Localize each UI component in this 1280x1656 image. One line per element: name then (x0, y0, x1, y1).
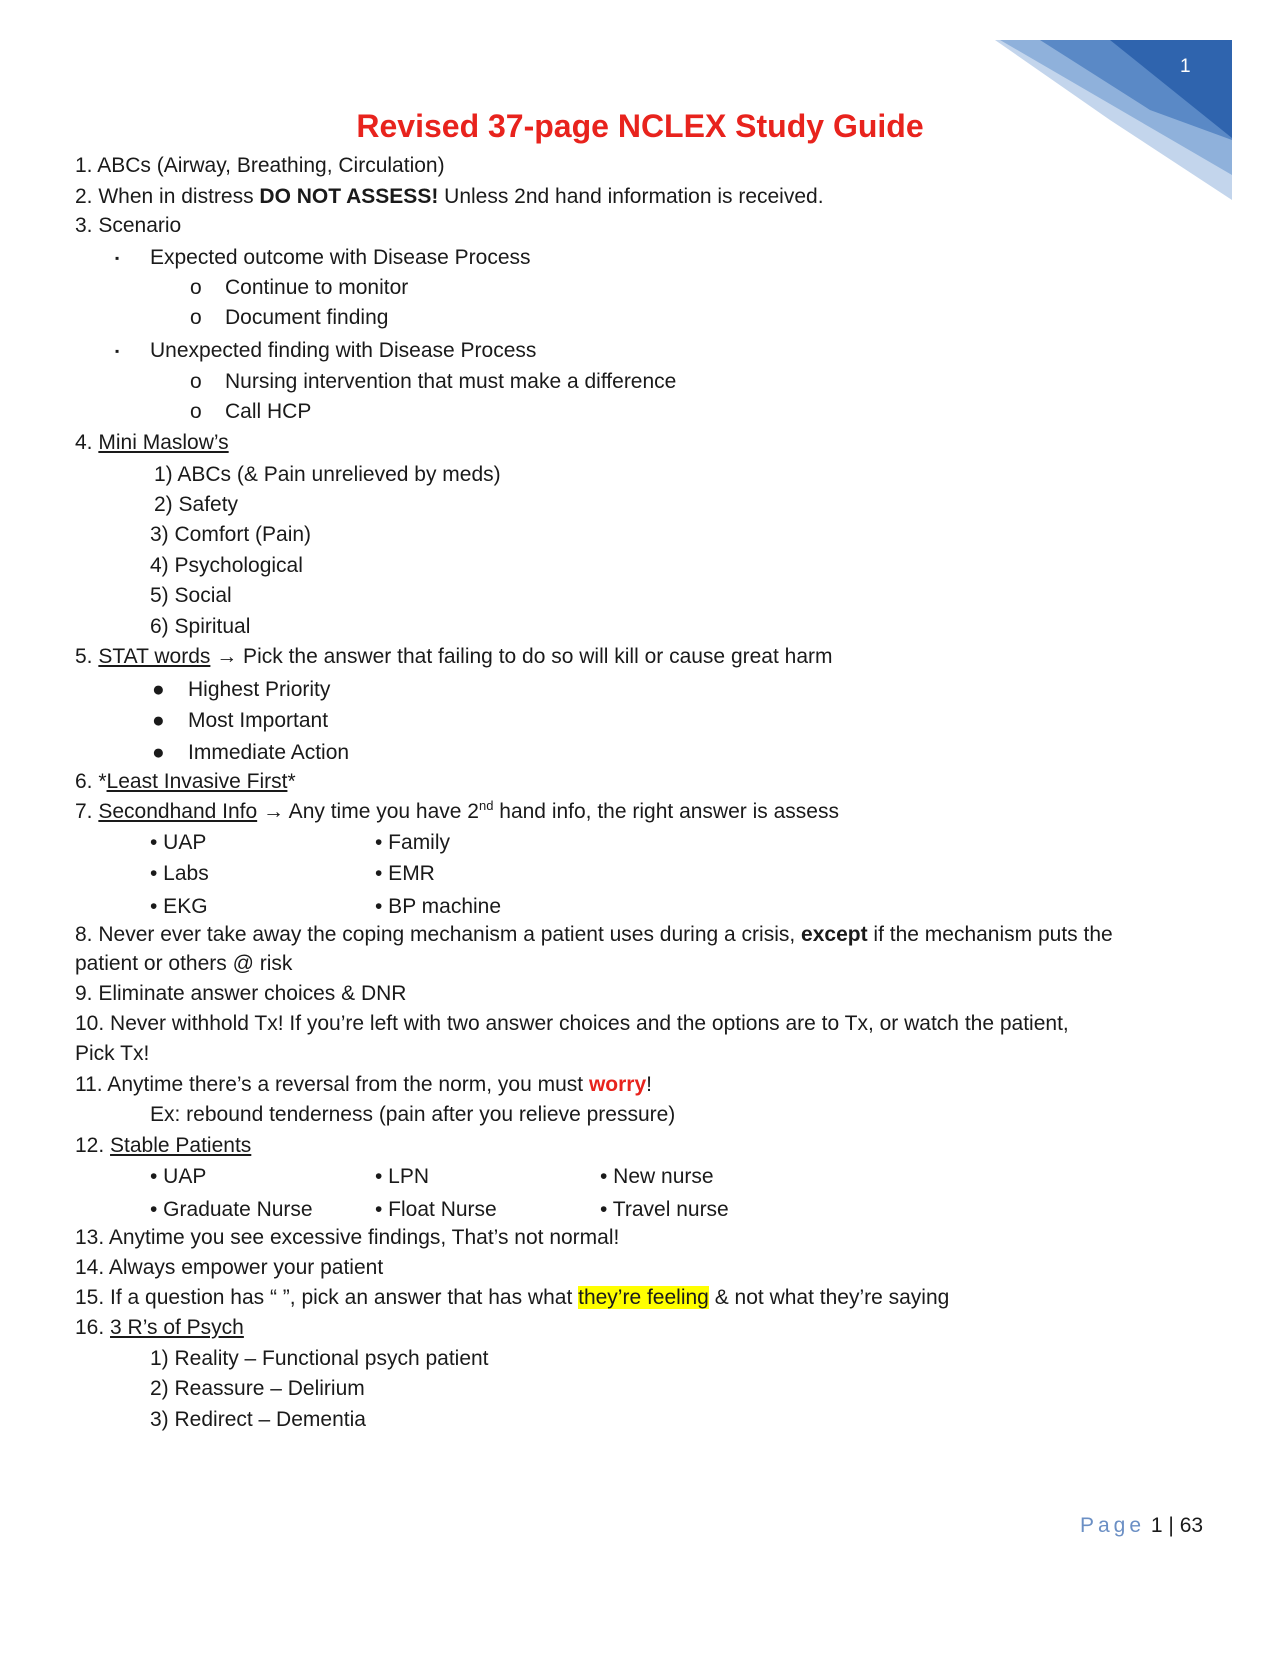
maslow-3: 3) Comfort (Pain) (150, 523, 312, 546)
secondhand-source: • Family (375, 831, 451, 854)
item-3-bullet-2: Unexpected finding with Disease Process (150, 339, 537, 362)
item-3-bullet-1: Expected outcome with Disease Process (150, 246, 531, 269)
square-bullet-icon: ▪ (115, 344, 120, 358)
secondhand-source: • UAP (150, 831, 207, 854)
item-16: 16. 3 R’s of Psych (75, 1316, 244, 1339)
maslow-5: 5) Social (150, 584, 232, 607)
maslow-6: 6) Spiritual (150, 615, 251, 638)
footer-total-pages: 63 (1179, 1514, 1204, 1537)
stable-patient: • Float Nurse (375, 1198, 497, 1221)
stable-patient: • LPN (375, 1165, 430, 1188)
square-bullet-icon: ▪ (115, 251, 120, 265)
item-12: 12. Stable Patients (75, 1134, 252, 1157)
psych-r-3: 3) Redirect – Dementia (150, 1408, 366, 1431)
item-3-sub-4: Call HCP (225, 400, 312, 423)
stable-patient: • UAP (150, 1165, 207, 1188)
item-10: 10. Never withhold Tx! If you’re left with two answer choices and the options are to Tx, or watch the patient, (75, 1012, 1069, 1035)
circle-bullet-icon: o (190, 276, 202, 299)
secondhand-source: • EKG (150, 895, 208, 918)
secondhand-source: • EMR (375, 862, 435, 885)
footer-page-word: Page (1080, 1514, 1146, 1537)
stat-word-3: Immediate Action (188, 741, 350, 764)
stable-patient: • Travel nurse (600, 1198, 729, 1221)
item-11-example: Ex: rebound tenderness (pain after you relieve pressure) (150, 1103, 676, 1126)
dot-bullet-icon: ● (152, 709, 165, 732)
corner-page-number: 1 (1180, 56, 1191, 77)
page-footer (1080, 1514, 1203, 1538)
secondhand-source: • Labs (150, 862, 209, 885)
item-8: 8. Never ever take away the coping mechanism a patient uses during a crisis, except if the mechanism puts the (75, 923, 1113, 946)
item-1: 1. ABCs (Airway, Breathing, Circulation) (75, 154, 445, 177)
stat-word-1: Highest Priority (188, 678, 331, 701)
dot-bullet-icon: ● (152, 741, 165, 764)
item-13: 13. Anytime you see excessive findings, That’s not normal! (75, 1226, 620, 1249)
circle-bullet-icon: o (190, 400, 202, 423)
item-2: 2. When in distress DO NOT ASSESS! Unless 2nd hand information is received. (75, 185, 824, 208)
item-7: 7. Secondhand Info → Any time you have 2nd hand info, the right answer is assess (75, 798, 839, 823)
psych-r-1: 1) Reality – Functional psych patient (150, 1347, 489, 1370)
circle-bullet-icon: o (190, 370, 202, 393)
stable-patient: • Graduate Nurse (150, 1198, 313, 1221)
secondhand-source: • BP machine (375, 895, 502, 918)
item-15: 15. If a question has “ ”, pick an answer that has what they’re feeling & not what they’re saying (75, 1286, 950, 1309)
psych-r-2: 2) Reassure – Delirium (150, 1377, 365, 1400)
item-14: 14. Always empower your patient (75, 1256, 384, 1279)
item-4: 4. Mini Maslow’s (75, 431, 229, 454)
circle-bullet-icon: o (190, 306, 202, 329)
footer-current-page: 1 (1150, 1514, 1163, 1537)
item-11: 11. Anytime there’s a reversal from the norm, you must worry! (75, 1073, 652, 1096)
dot-bullet-icon: ● (152, 678, 165, 701)
page-title: Revised 37-page NCLEX Study Guide (356, 108, 924, 144)
maslow-1: 1) ABCs (& Pain unrelieved by meds) (154, 463, 501, 486)
item-8-continued: patient or others @ risk (75, 952, 293, 975)
item-9: 9. Eliminate answer choices & DNR (75, 982, 407, 1005)
item-3: 3. Scenario (75, 214, 182, 237)
item-5: 5. STAT words → Pick the answer that failing to do so will kill or cause great harm (75, 645, 833, 668)
footer-separator: | (1168, 1514, 1174, 1537)
maslow-2: 2) Safety (154, 493, 239, 516)
stable-patient: • New nurse (600, 1165, 714, 1188)
item-10-continued: Pick Tx! (75, 1042, 150, 1065)
item-3-sub-3: Nursing intervention that must make a difference (225, 370, 677, 393)
stat-word-2: Most Important (188, 709, 329, 732)
item-3-sub-2: Document finding (225, 306, 389, 329)
item-6: 6. *Least Invasive First* (75, 770, 296, 793)
item-3-sub-1: Continue to monitor (225, 276, 409, 299)
maslow-4: 4) Psychological (150, 554, 303, 577)
